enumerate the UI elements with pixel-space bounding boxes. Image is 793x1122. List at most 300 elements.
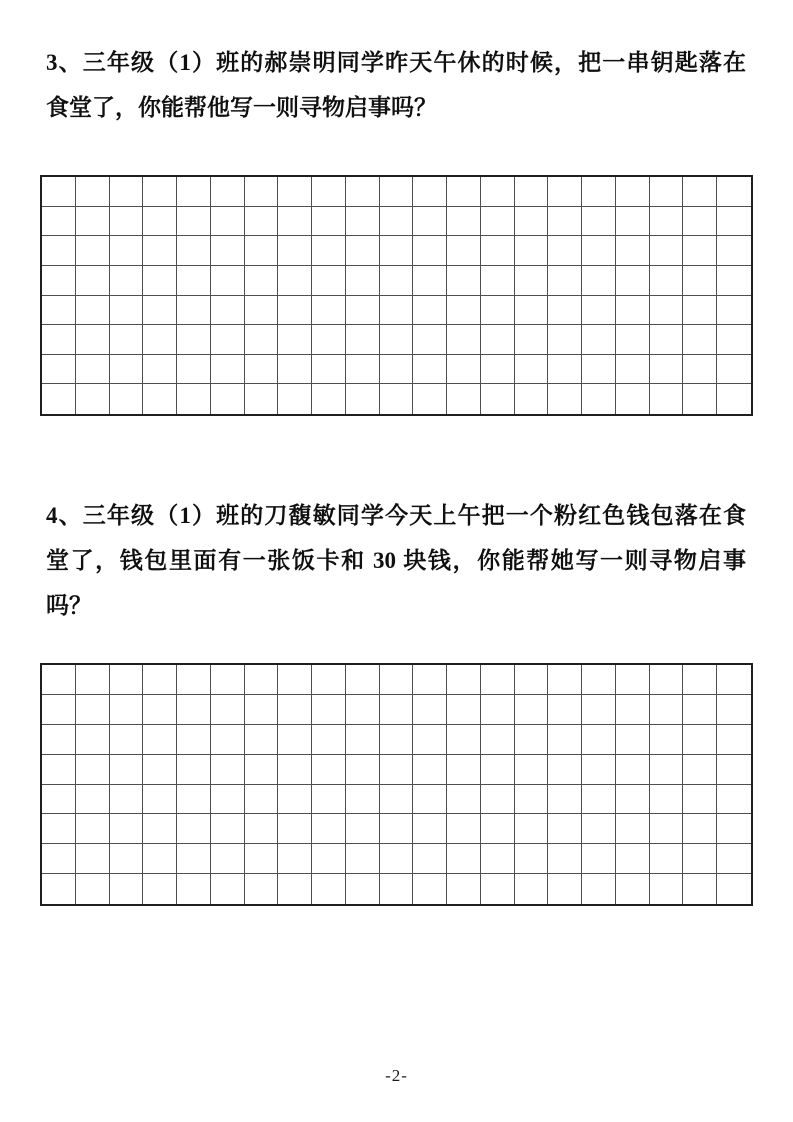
grid-cell	[110, 296, 144, 326]
grid-cell	[211, 384, 245, 414]
grid-cell	[650, 785, 684, 815]
grid-cell	[650, 236, 684, 266]
grid-cell	[143, 296, 177, 326]
grid-cell	[447, 177, 481, 207]
grid-cell	[413, 384, 447, 414]
grid-cell	[143, 355, 177, 385]
grid-cell	[650, 695, 684, 725]
grid-cell	[717, 755, 751, 785]
grid-cell	[515, 236, 549, 266]
grid-cell	[177, 296, 211, 326]
grid-cell	[245, 725, 279, 755]
grid-cell	[110, 785, 144, 815]
grid-cell	[312, 207, 346, 237]
grid-cell	[380, 384, 414, 414]
grid-cell	[110, 355, 144, 385]
grid-cell	[42, 177, 76, 207]
grid-cell	[245, 785, 279, 815]
grid-cell	[312, 814, 346, 844]
grid-cell	[616, 814, 650, 844]
grid-cell	[346, 695, 380, 725]
grid-cell	[245, 296, 279, 326]
grid-cell	[245, 355, 279, 385]
grid-cell	[616, 384, 650, 414]
grid-cell	[76, 814, 110, 844]
grid-cell	[211, 844, 245, 874]
grid-cell	[143, 814, 177, 844]
grid-cell	[717, 355, 751, 385]
grid-cell	[346, 296, 380, 326]
grid-cell	[413, 207, 447, 237]
grid-cell	[515, 325, 549, 355]
grid-cell	[42, 725, 76, 755]
grid-cell	[582, 177, 616, 207]
grid-cell	[380, 325, 414, 355]
grid-cell	[110, 325, 144, 355]
grid-cell	[616, 874, 650, 904]
grid-cell	[515, 207, 549, 237]
grid-cell	[380, 725, 414, 755]
grid-cell	[616, 695, 650, 725]
grid-cell	[447, 725, 481, 755]
grid-cell	[278, 785, 312, 815]
grid-cell	[110, 695, 144, 725]
question-text-line: 食堂了，你能帮他写一则寻物启事吗？	[46, 95, 437, 120]
grid-cell	[515, 384, 549, 414]
grid-cell	[110, 874, 144, 904]
grid-cell	[76, 874, 110, 904]
grid-cell	[413, 814, 447, 844]
grid-cell	[481, 236, 515, 266]
grid-cell	[110, 266, 144, 296]
grid-cell	[76, 695, 110, 725]
grid-cell	[380, 296, 414, 326]
grid-cell	[42, 207, 76, 237]
grid-cell	[177, 874, 211, 904]
grid-cell	[548, 755, 582, 785]
grid-cell	[616, 725, 650, 755]
grid-cell	[211, 665, 245, 695]
grid-cell	[76, 755, 110, 785]
grid-cell	[413, 665, 447, 695]
grid-cell	[616, 177, 650, 207]
grid-cell	[481, 207, 515, 237]
grid-cell	[42, 844, 76, 874]
grid-cell	[548, 844, 582, 874]
grid-cell	[278, 665, 312, 695]
grid-cell	[42, 266, 76, 296]
grid-cell	[143, 266, 177, 296]
grid-cell	[346, 236, 380, 266]
grid-cell	[312, 355, 346, 385]
grid-cell	[582, 874, 616, 904]
grid-cell	[447, 325, 481, 355]
grid-cell	[346, 844, 380, 874]
grid-cell	[650, 207, 684, 237]
grid-cell	[278, 814, 312, 844]
grid-cell	[143, 725, 177, 755]
grid-cell	[380, 665, 414, 695]
grid-cell	[76, 296, 110, 326]
grid-cell	[582, 325, 616, 355]
grid-cell	[245, 844, 279, 874]
grid-cell	[481, 755, 515, 785]
grid-cell	[177, 266, 211, 296]
grid-cell	[110, 725, 144, 755]
grid-cell	[76, 725, 110, 755]
question-4-answer-grid	[40, 663, 753, 906]
grid-cell	[143, 177, 177, 207]
grid-cell	[447, 874, 481, 904]
grid-cell	[76, 236, 110, 266]
grid-cell	[515, 874, 549, 904]
grid-cell	[211, 814, 245, 844]
grid-cell	[42, 236, 76, 266]
grid-cell	[481, 177, 515, 207]
question-3-answer-grid	[40, 175, 753, 416]
grid-cell	[380, 785, 414, 815]
grid-cell	[312, 725, 346, 755]
grid-cell	[481, 266, 515, 296]
grid-cell	[380, 207, 414, 237]
grid-cell	[683, 266, 717, 296]
grid-cell	[177, 785, 211, 815]
grid-cell	[582, 785, 616, 815]
grid-cell	[683, 177, 717, 207]
grid-cell	[548, 236, 582, 266]
page-number: -2-	[385, 1066, 408, 1085]
grid-cell	[278, 266, 312, 296]
grid-cell	[413, 266, 447, 296]
grid-cell	[515, 665, 549, 695]
grid-cell	[245, 266, 279, 296]
grid-cell	[278, 695, 312, 725]
grid-cell	[717, 844, 751, 874]
grid-cell	[177, 355, 211, 385]
grid-cell	[413, 725, 447, 755]
grid-cell	[582, 207, 616, 237]
grid-cell	[346, 755, 380, 785]
grid-cell	[515, 177, 549, 207]
grid-cell	[717, 207, 751, 237]
grid-cell	[683, 695, 717, 725]
grid-cell	[312, 665, 346, 695]
grid-cell	[143, 844, 177, 874]
grid-cell	[76, 844, 110, 874]
grid-cell	[481, 384, 515, 414]
grid-cell	[211, 177, 245, 207]
grid-cell	[616, 236, 650, 266]
grid-cell	[245, 814, 279, 844]
grid-cell	[447, 844, 481, 874]
grid-cell	[177, 384, 211, 414]
grid-cell	[717, 725, 751, 755]
grid-cell	[616, 266, 650, 296]
grid-cell	[717, 665, 751, 695]
grid-cell	[683, 785, 717, 815]
grid-cell	[278, 325, 312, 355]
grid-cell	[380, 266, 414, 296]
grid-cell	[245, 236, 279, 266]
grid-cell	[447, 814, 481, 844]
grid-cell	[717, 296, 751, 326]
grid-cell	[481, 814, 515, 844]
question-4-text	[46, 493, 746, 628]
grid-cell	[110, 384, 144, 414]
grid-cell	[312, 844, 346, 874]
grid-cell	[447, 266, 481, 296]
grid-cell	[582, 355, 616, 385]
grid-cell	[650, 725, 684, 755]
grid-cell	[548, 207, 582, 237]
grid-cell	[582, 296, 616, 326]
grid-cell	[717, 236, 751, 266]
grid-cell	[616, 296, 650, 326]
grid-cell	[211, 266, 245, 296]
grid-cell	[110, 207, 144, 237]
grid-cell	[717, 384, 751, 414]
grid-cell	[582, 236, 616, 266]
grid-cell	[650, 665, 684, 695]
question-text-line: 堂了，钱包里面有一张饭卡和 30 块钱，你能帮她写一则寻物启事	[46, 548, 746, 573]
grid-cell	[616, 207, 650, 237]
grid-cell	[447, 755, 481, 785]
grid-cell	[211, 695, 245, 725]
grid-cell	[143, 207, 177, 237]
grid-cell	[616, 355, 650, 385]
grid-cell	[650, 874, 684, 904]
grid-cell	[177, 236, 211, 266]
grid-cell	[278, 355, 312, 385]
grid-cell	[278, 296, 312, 326]
grid-cell	[548, 325, 582, 355]
grid-cell	[683, 725, 717, 755]
grid-cell	[42, 874, 76, 904]
grid-cell	[548, 785, 582, 815]
grid-cell	[245, 177, 279, 207]
grid-cell	[380, 755, 414, 785]
grid-cell	[76, 177, 110, 207]
grid-cell	[683, 355, 717, 385]
grid-cell	[515, 785, 549, 815]
grid-cell	[143, 874, 177, 904]
grid-cell	[42, 785, 76, 815]
grid-cell	[413, 296, 447, 326]
grid-cell	[447, 384, 481, 414]
grid-cell	[413, 177, 447, 207]
grid-cell	[177, 325, 211, 355]
grid-cell	[76, 325, 110, 355]
grid-cell	[177, 755, 211, 785]
grid-cell	[245, 325, 279, 355]
grid-cell	[177, 695, 211, 725]
grid-cell	[380, 844, 414, 874]
grid-cell	[76, 785, 110, 815]
question-text-line: 4、三年级（1）班的刀馥敏同学今天上午把一个粉红色钱包落在食	[46, 503, 746, 528]
grid-cell	[548, 355, 582, 385]
grid-cell	[447, 296, 481, 326]
grid-cell	[548, 725, 582, 755]
grid-cell	[42, 814, 76, 844]
grid-cell	[582, 755, 616, 785]
grid-cell	[650, 814, 684, 844]
grid-cell	[346, 725, 380, 755]
grid-cell	[211, 355, 245, 385]
grid-cell	[650, 844, 684, 874]
grid-cell	[650, 296, 684, 326]
grid-cell	[380, 177, 414, 207]
grid-cell	[110, 755, 144, 785]
grid-cell	[143, 755, 177, 785]
grid-cell	[650, 755, 684, 785]
grid-cell	[312, 695, 346, 725]
grid-cell	[548, 874, 582, 904]
grid-cell	[312, 325, 346, 355]
grid-cell	[143, 665, 177, 695]
grid-cell	[245, 207, 279, 237]
grid-cell	[481, 665, 515, 695]
grid-cell	[683, 236, 717, 266]
grid-cell	[548, 695, 582, 725]
grid-cell	[447, 665, 481, 695]
grid-cell	[42, 384, 76, 414]
grid-cell	[211, 874, 245, 904]
grid-cell	[548, 384, 582, 414]
grid-cell	[278, 236, 312, 266]
grid-cell	[481, 725, 515, 755]
grid-cell	[76, 207, 110, 237]
grid-cell	[380, 355, 414, 385]
grid-cell	[548, 266, 582, 296]
grid-cell	[177, 177, 211, 207]
grid-cell	[312, 755, 346, 785]
grid-cell	[582, 814, 616, 844]
grid-cell	[650, 177, 684, 207]
grid-cell	[380, 695, 414, 725]
grid-cell	[143, 785, 177, 815]
grid-cell	[346, 814, 380, 844]
grid-cell	[683, 755, 717, 785]
grid-cell	[650, 384, 684, 414]
grid-cell	[245, 665, 279, 695]
grid-cell	[616, 665, 650, 695]
grid-cell	[515, 296, 549, 326]
grid-cell	[42, 355, 76, 385]
grid-cell	[582, 695, 616, 725]
grid-cell	[413, 236, 447, 266]
grid-cell	[177, 207, 211, 237]
grid-cell	[211, 725, 245, 755]
grid-cell	[515, 844, 549, 874]
grid-cell	[650, 266, 684, 296]
grid-cell	[413, 325, 447, 355]
grid-cell	[413, 785, 447, 815]
grid-cell	[177, 814, 211, 844]
grid-cell	[380, 236, 414, 266]
grid-cell	[515, 814, 549, 844]
grid-cell	[481, 355, 515, 385]
grid-cell	[143, 236, 177, 266]
grid-cell	[211, 236, 245, 266]
grid-cell	[413, 695, 447, 725]
grid-cell	[548, 665, 582, 695]
grid-cell	[683, 207, 717, 237]
grid-cell	[346, 207, 380, 237]
grid-cell	[582, 266, 616, 296]
grid-cell	[616, 844, 650, 874]
grid-cell	[447, 355, 481, 385]
grid-cell	[582, 725, 616, 755]
grid-cell	[245, 874, 279, 904]
grid-cell	[683, 814, 717, 844]
grid-cell	[515, 355, 549, 385]
grid-cell	[42, 695, 76, 725]
grid-cell	[447, 785, 481, 815]
grid-cell	[278, 755, 312, 785]
grid-cell	[278, 384, 312, 414]
grid-cell	[481, 844, 515, 874]
grid-cell	[346, 266, 380, 296]
grid-cell	[110, 177, 144, 207]
grid-cell	[312, 384, 346, 414]
grid-cell	[245, 755, 279, 785]
grid-cell	[143, 384, 177, 414]
grid-cell	[447, 236, 481, 266]
grid-cell	[683, 844, 717, 874]
grid-cell	[177, 665, 211, 695]
grid-cell	[346, 874, 380, 904]
grid-cell	[447, 695, 481, 725]
grid-cell	[278, 874, 312, 904]
grid-cell	[211, 207, 245, 237]
grid-cell	[548, 177, 582, 207]
grid-cell	[76, 266, 110, 296]
grid-cell	[346, 785, 380, 815]
grid-cell	[717, 266, 751, 296]
grid-cell	[312, 785, 346, 815]
grid-cell	[717, 695, 751, 725]
grid-cell	[245, 384, 279, 414]
grid-cell	[312, 296, 346, 326]
grid-cell	[143, 695, 177, 725]
grid-cell	[481, 325, 515, 355]
grid-cell	[582, 384, 616, 414]
grid-cell	[717, 325, 751, 355]
grid-cell	[42, 755, 76, 785]
grid-cell	[447, 207, 481, 237]
grid-cell	[346, 355, 380, 385]
question-text-line: 吗？	[46, 593, 92, 618]
grid-cell	[481, 296, 515, 326]
grid-cell	[346, 665, 380, 695]
grid-cell	[413, 355, 447, 385]
grid-cell	[650, 355, 684, 385]
grid-cell	[683, 325, 717, 355]
grid-cell	[548, 814, 582, 844]
grid-cell	[110, 236, 144, 266]
grid-cell	[346, 384, 380, 414]
grid-cell	[683, 665, 717, 695]
grid-cell	[177, 725, 211, 755]
grid-cell	[683, 874, 717, 904]
grid-cell	[76, 355, 110, 385]
grid-cell	[380, 874, 414, 904]
grid-cell	[278, 844, 312, 874]
grid-cell	[110, 844, 144, 874]
question-text-line: 3、三年级（1）班的郝崇明同学昨天午休的时候，把一串钥匙落在	[46, 50, 746, 75]
grid-cell	[278, 177, 312, 207]
grid-cell	[582, 665, 616, 695]
